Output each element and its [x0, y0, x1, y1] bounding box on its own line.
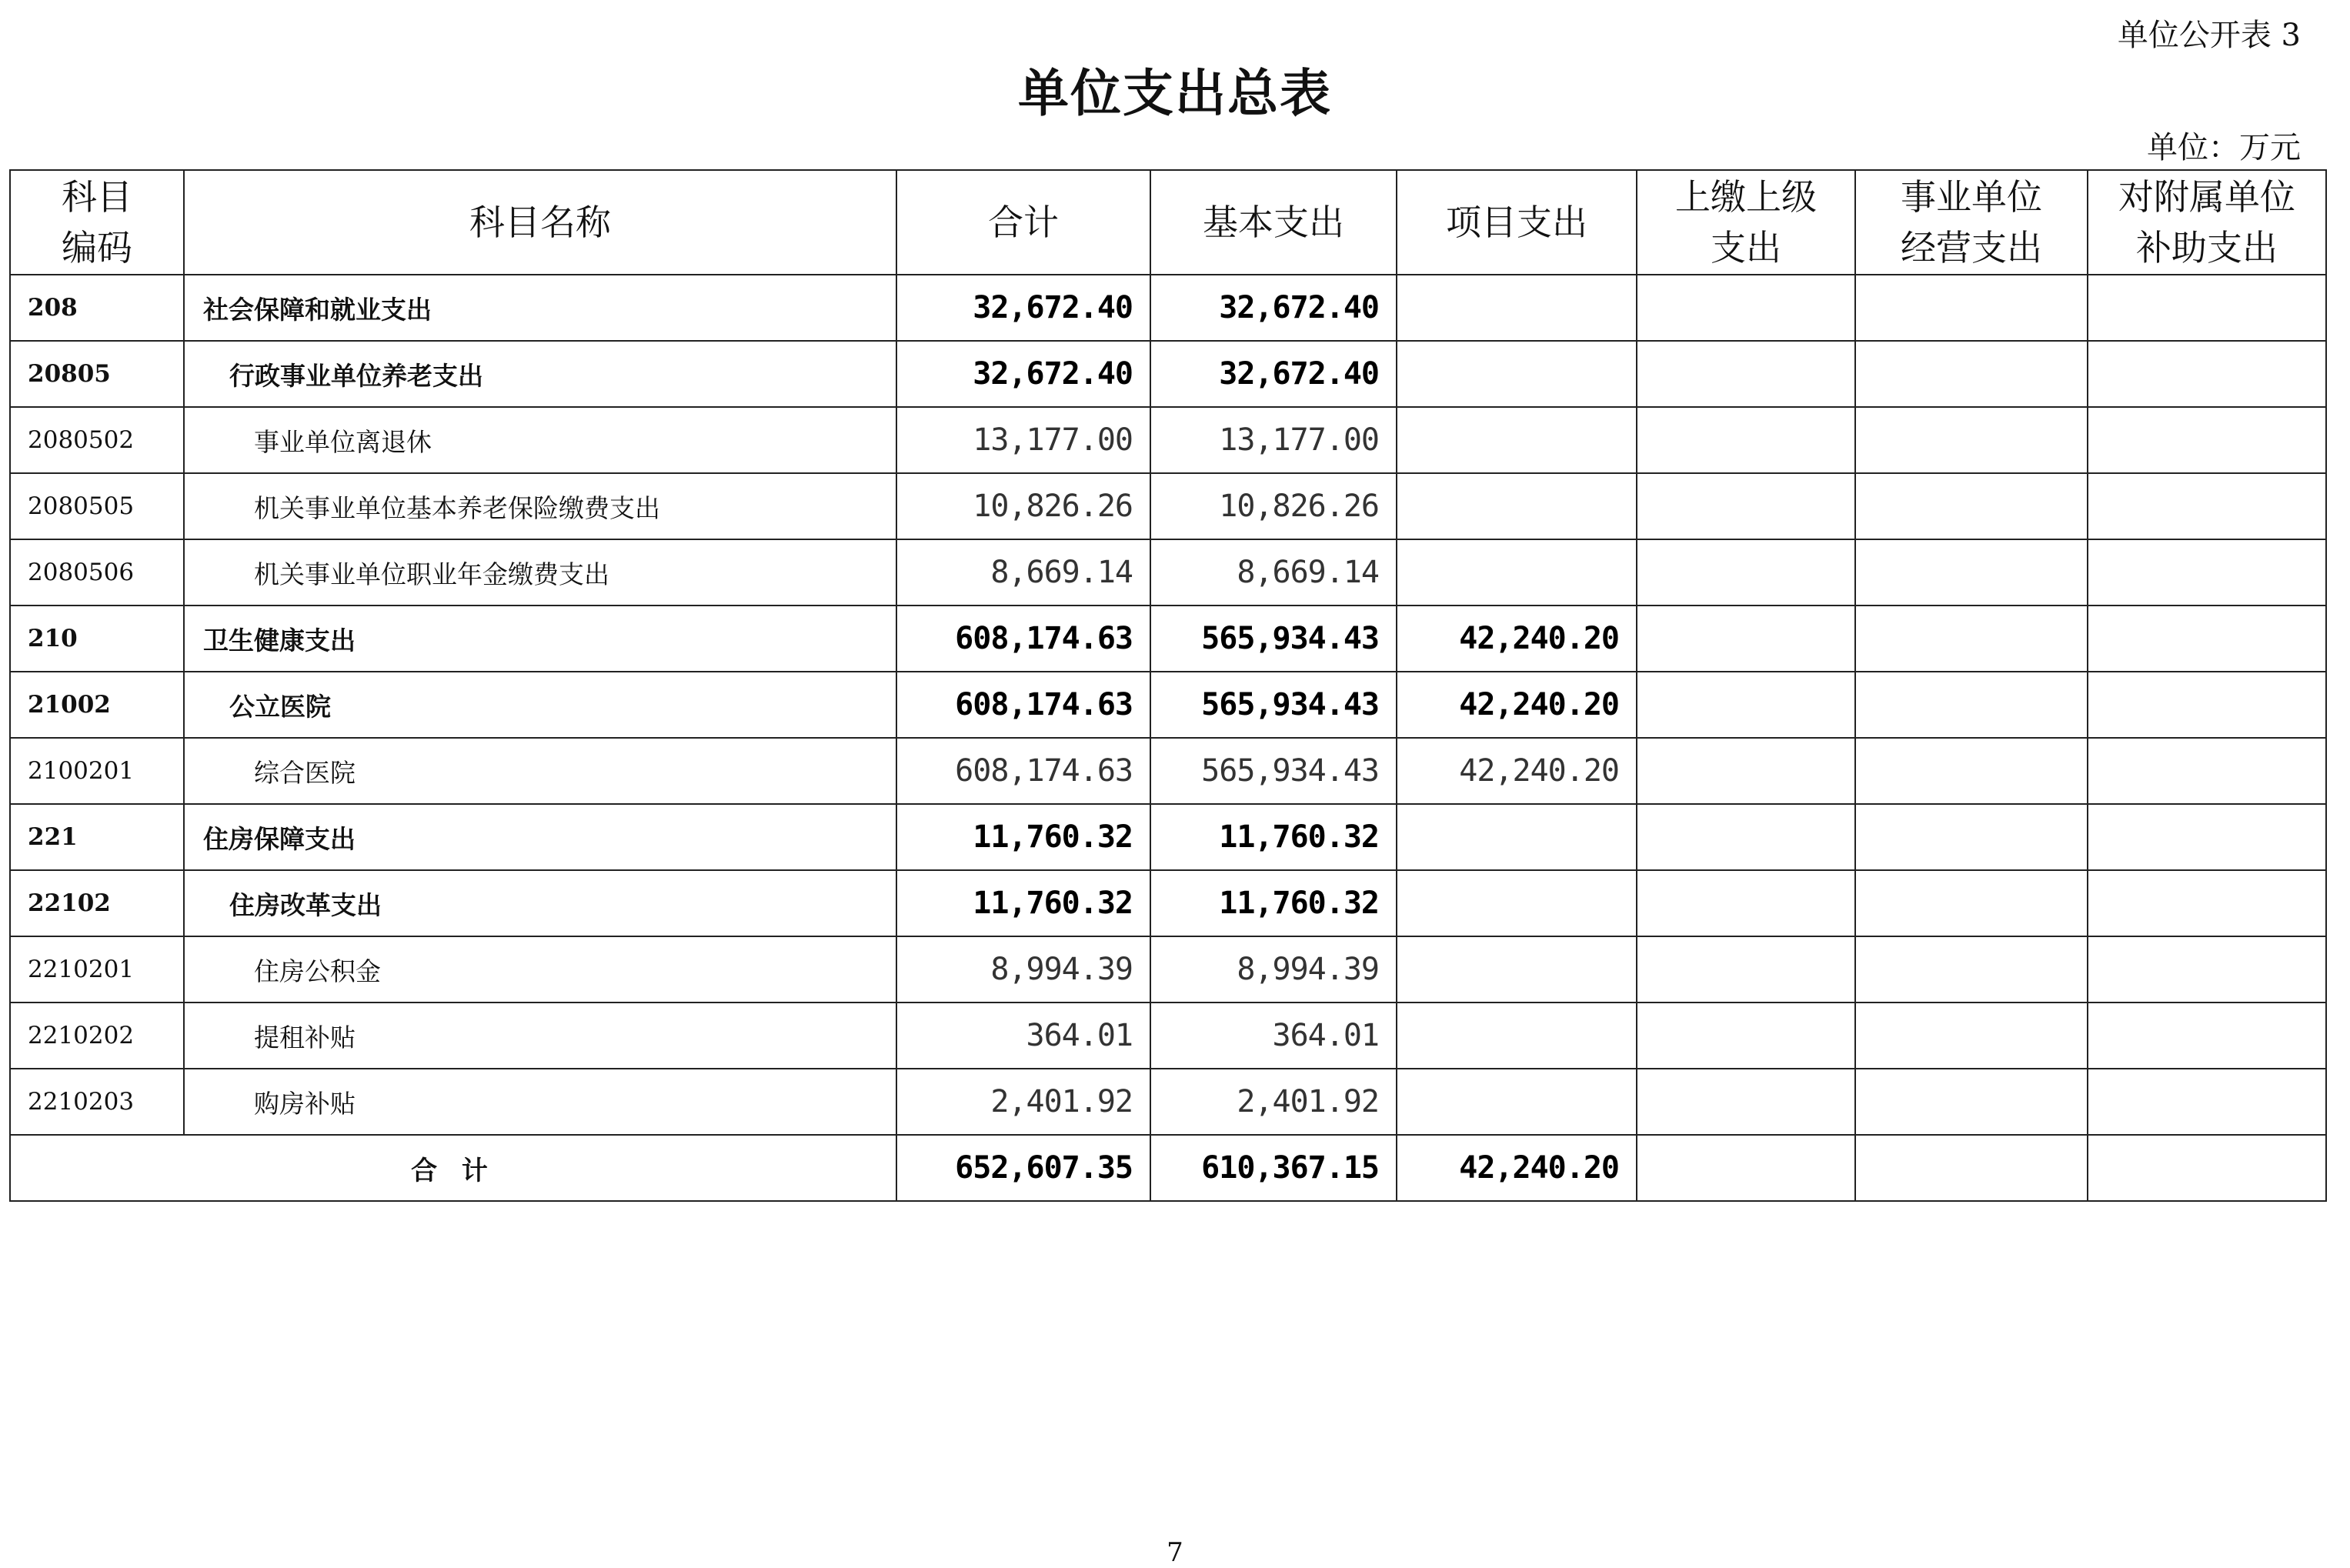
row-remit [1637, 473, 1855, 539]
total-subsidy [2088, 1135, 2326, 1201]
header-total: 合计 [896, 170, 1150, 275]
row-subsidy [2088, 870, 2326, 936]
row-subsidy [2088, 1069, 2326, 1135]
row-remit [1637, 804, 1855, 870]
header-code [10, 170, 184, 275]
row-subsidy [2088, 606, 2326, 672]
table-row [10, 870, 2326, 936]
row-code: 210 [10, 606, 184, 672]
row-remit [1637, 407, 1855, 473]
total-row [10, 1135, 2326, 1201]
row-remit [1637, 936, 1855, 1003]
row-total: 32,672.40 [896, 341, 1150, 407]
row-total: 364.01 [896, 1003, 1150, 1069]
page-number: 7 [1167, 1537, 1183, 1568]
table-row [10, 539, 2326, 606]
row-subsidy [2088, 672, 2326, 738]
row-name: 事业单位离退休 [184, 407, 896, 473]
row-remit [1637, 539, 1855, 606]
row-project [1397, 539, 1637, 606]
row-remit [1637, 870, 1855, 936]
row-total: 11,760.32 [896, 804, 1150, 870]
row-name: 行政事业单位养老支出 [184, 341, 896, 407]
table-row [10, 1003, 2326, 1069]
header-remit-line1: 上缴上级 [1675, 176, 1817, 218]
row-project: 42,240.20 [1397, 672, 1637, 738]
header-code-line2: 编码 [62, 227, 132, 269]
row-business [1855, 275, 2088, 341]
table-row [10, 738, 2326, 804]
row-code: 20805 [10, 341, 184, 407]
row-basic: 8,669.14 [1150, 539, 1397, 606]
header-project: 项目支出 [1397, 170, 1637, 275]
row-total: 2,401.92 [896, 1069, 1150, 1135]
header-subsidy-line2: 补助支出 [2136, 227, 2278, 269]
row-project [1397, 870, 1637, 936]
header-subsidy [2088, 170, 2326, 275]
row-total: 8,669.14 [896, 539, 1150, 606]
row-basic: 565,934.43 [1150, 738, 1397, 804]
unit-label: 单位：万元 [2147, 130, 2301, 165]
row-business [1855, 870, 2088, 936]
row-business [1855, 672, 2088, 738]
total-basic: 610,367.15 [1150, 1135, 1397, 1201]
row-remit [1637, 1003, 1855, 1069]
row-business [1855, 738, 2088, 804]
row-remit [1637, 275, 1855, 341]
header-code-line1: 科目 [62, 176, 132, 218]
row-total: 11,760.32 [896, 870, 1150, 936]
row-business [1855, 804, 2088, 870]
row-basic: 10,826.26 [1150, 473, 1397, 539]
total-business [1855, 1135, 2088, 1201]
row-basic: 8,994.39 [1150, 936, 1397, 1003]
header-name: 科目名称 [184, 170, 896, 275]
row-business [1855, 407, 2088, 473]
table-header-row [10, 170, 2326, 275]
row-code: 22102 [10, 870, 184, 936]
row-business [1855, 1003, 2088, 1069]
row-name: 住房保障支出 [184, 804, 896, 870]
row-code: 2080506 [10, 539, 184, 606]
row-business [1855, 1069, 2088, 1135]
row-name: 购房补贴 [184, 1069, 896, 1135]
header-business [1855, 170, 2088, 275]
row-business [1855, 473, 2088, 539]
header-basic: 基本支出 [1150, 170, 1397, 275]
row-code: 221 [10, 804, 184, 870]
expenditure-table [9, 169, 2327, 1202]
row-basic: 565,934.43 [1150, 672, 1397, 738]
row-remit [1637, 672, 1855, 738]
table-row [10, 606, 2326, 672]
row-total: 13,177.00 [896, 407, 1150, 473]
header-subsidy-line1: 对附属单位 [2118, 176, 2295, 218]
total-project: 42,240.20 [1397, 1135, 1637, 1201]
row-code: 2080505 [10, 473, 184, 539]
header-remit-line2: 支出 [1711, 227, 1781, 269]
row-subsidy [2088, 1003, 2326, 1069]
row-name: 综合医院 [184, 738, 896, 804]
header-business-line1: 事业单位 [1901, 176, 2042, 218]
row-total: 608,174.63 [896, 672, 1150, 738]
row-project [1397, 804, 1637, 870]
row-total: 608,174.63 [896, 738, 1150, 804]
row-name: 住房公积金 [184, 936, 896, 1003]
row-remit [1637, 738, 1855, 804]
row-total: 8,994.39 [896, 936, 1150, 1003]
row-name: 机关事业单位职业年金缴费支出 [184, 539, 896, 606]
row-code: 208 [10, 275, 184, 341]
table-row [10, 1069, 2326, 1135]
page-title: 单位支出总表 [1018, 63, 1332, 123]
row-subsidy [2088, 473, 2326, 539]
row-basic: 364.01 [1150, 1003, 1397, 1069]
row-total: 32,672.40 [896, 275, 1150, 341]
row-total: 10,826.26 [896, 473, 1150, 539]
row-basic: 565,934.43 [1150, 606, 1397, 672]
row-subsidy [2088, 275, 2326, 341]
row-business [1855, 341, 2088, 407]
row-remit [1637, 606, 1855, 672]
row-remit [1637, 1069, 1855, 1135]
form-number: 单位公开表 3 [2117, 18, 2301, 53]
row-basic: 32,672.40 [1150, 341, 1397, 407]
header-business-line2: 经营支出 [1901, 227, 2042, 269]
row-project [1397, 341, 1637, 407]
total-remit [1637, 1135, 1855, 1201]
table-row [10, 275, 2326, 341]
total-total: 652,607.35 [896, 1135, 1150, 1201]
row-name: 卫生健康支出 [184, 606, 896, 672]
row-name: 机关事业单位基本养老保险缴费支出 [184, 473, 896, 539]
table-row [10, 407, 2326, 473]
row-subsidy [2088, 738, 2326, 804]
row-project: 42,240.20 [1397, 606, 1637, 672]
row-basic: 13,177.00 [1150, 407, 1397, 473]
header-remit [1637, 170, 1855, 275]
row-basic: 11,760.32 [1150, 804, 1397, 870]
row-project [1397, 936, 1637, 1003]
row-total: 608,174.63 [896, 606, 1150, 672]
row-remit [1637, 341, 1855, 407]
row-subsidy [2088, 936, 2326, 1003]
row-project [1397, 407, 1637, 473]
table-row [10, 341, 2326, 407]
row-business [1855, 606, 2088, 672]
row-subsidy [2088, 341, 2326, 407]
row-subsidy [2088, 407, 2326, 473]
row-basic: 11,760.32 [1150, 870, 1397, 936]
row-code: 2210203 [10, 1069, 184, 1135]
table-row [10, 804, 2326, 870]
row-business [1855, 936, 2088, 1003]
row-basic: 2,401.92 [1150, 1069, 1397, 1135]
total-label: 合 计 [10, 1135, 896, 1201]
row-project [1397, 1003, 1637, 1069]
row-project: 42,240.20 [1397, 738, 1637, 804]
row-basic: 32,672.40 [1150, 275, 1397, 341]
row-project [1397, 473, 1637, 539]
row-code: 21002 [10, 672, 184, 738]
row-project [1397, 1069, 1637, 1135]
table-row [10, 672, 2326, 738]
row-code: 2210201 [10, 936, 184, 1003]
row-name: 提租补贴 [184, 1003, 896, 1069]
row-name: 住房改革支出 [184, 870, 896, 936]
row-name: 社会保障和就业支出 [184, 275, 896, 341]
table-row [10, 936, 2326, 1003]
table-row [10, 473, 2326, 539]
row-code: 2100201 [10, 738, 184, 804]
row-subsidy [2088, 804, 2326, 870]
row-subsidy [2088, 539, 2326, 606]
row-code: 2210202 [10, 1003, 184, 1069]
row-name: 公立医院 [184, 672, 896, 738]
row-code: 2080502 [10, 407, 184, 473]
row-business [1855, 539, 2088, 606]
row-project [1397, 275, 1637, 341]
